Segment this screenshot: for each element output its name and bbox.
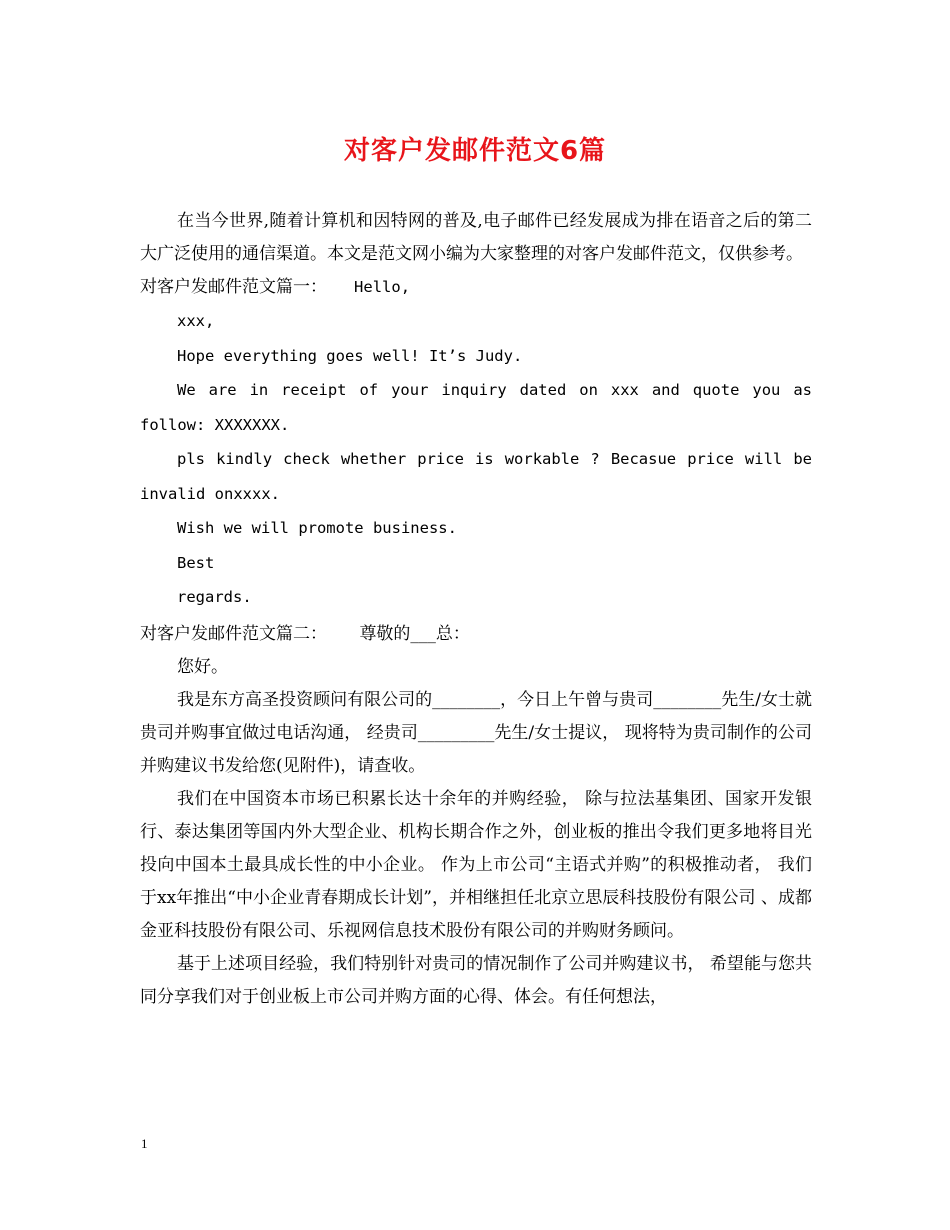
sample2-paragraph-3: 基于上述项目经验，我们特别针对贵司的情况制作了公司并购建议书， 希望能与您共同分享我们对于创业板上市公司并购方面的心得、体会。有任何想法， — [140, 953, 812, 1007]
sample2-paragraph-2: 我们在中国资本市场已积累长达十余年的并购经验， 除与拉法基集团、国家开发银行、泰达集团等国内外大型企业、机构长期合作之外，创业板的推出令我们更多地将目光投向中国本土最具成长性的中小企业。 作为上市公司“主语式并购”的积极推动者， 我们于xx年推出“中小企业青春期成长计划”，并相继担任北京立思辰科技股份有限公司 、成都金亚科技股份有限公司、乐视网信息技术股份有限公司的并购财务顾问。 — [140, 788, 812, 941]
sample1-name: xxx, — [177, 312, 215, 330]
document-title: 对客户发邮件范文6篇 — [343, 136, 607, 166]
sample2-salutation: 尊敬的___总： — [359, 623, 470, 644]
sample1-line1: Hope everything goes well! It’s Judy. — [177, 346, 523, 365]
sample1-heading-line — [140, 271, 812, 304]
sample1-line4: Wish we will promote business. — [177, 519, 457, 537]
sample1-line3: pls kindly check whether price is workable ? Becasue price will be invalid onxxxx. — [140, 450, 812, 503]
sample1-greeting: Hello, — [354, 278, 411, 296]
intro-paragraph: 在当今世界,随着计算机和因特网的普及,电子邮件已经发展成为排在语音之后的第二大广泛使用的通信渠道。本文是范文网小编为大家整理的对客户发邮件范文，仅供参考。 — [140, 211, 812, 264]
document-body — [140, 205, 812, 1014]
sample1-line2: We are in receipt of your inquiry dated on xxx and quote you as follow: XXXXXXX. — [140, 381, 812, 434]
sample2-heading: 对客户发邮件范文篇二： — [140, 623, 327, 644]
sample2-greeting: 您好。 — [177, 656, 228, 677]
sample1-line5: Best — [177, 553, 215, 572]
page-number: 1 — [141, 1136, 148, 1151]
sample2-heading-line — [140, 618, 812, 651]
sample1-line6: regards. — [177, 588, 252, 606]
sample2-paragraph-1: 我是东方高圣投资顾问有限公司的________，今日上午曾与贵司________先生/女士就贵司并购事宜做过电话沟通， 经贵司_________先生/女士提议， 现将特为贵司制作的公司并购建议书发给您(见附件)，请查收。 — [140, 689, 812, 776]
sample1-heading: 对客户发邮件范文篇一： — [140, 277, 327, 297]
